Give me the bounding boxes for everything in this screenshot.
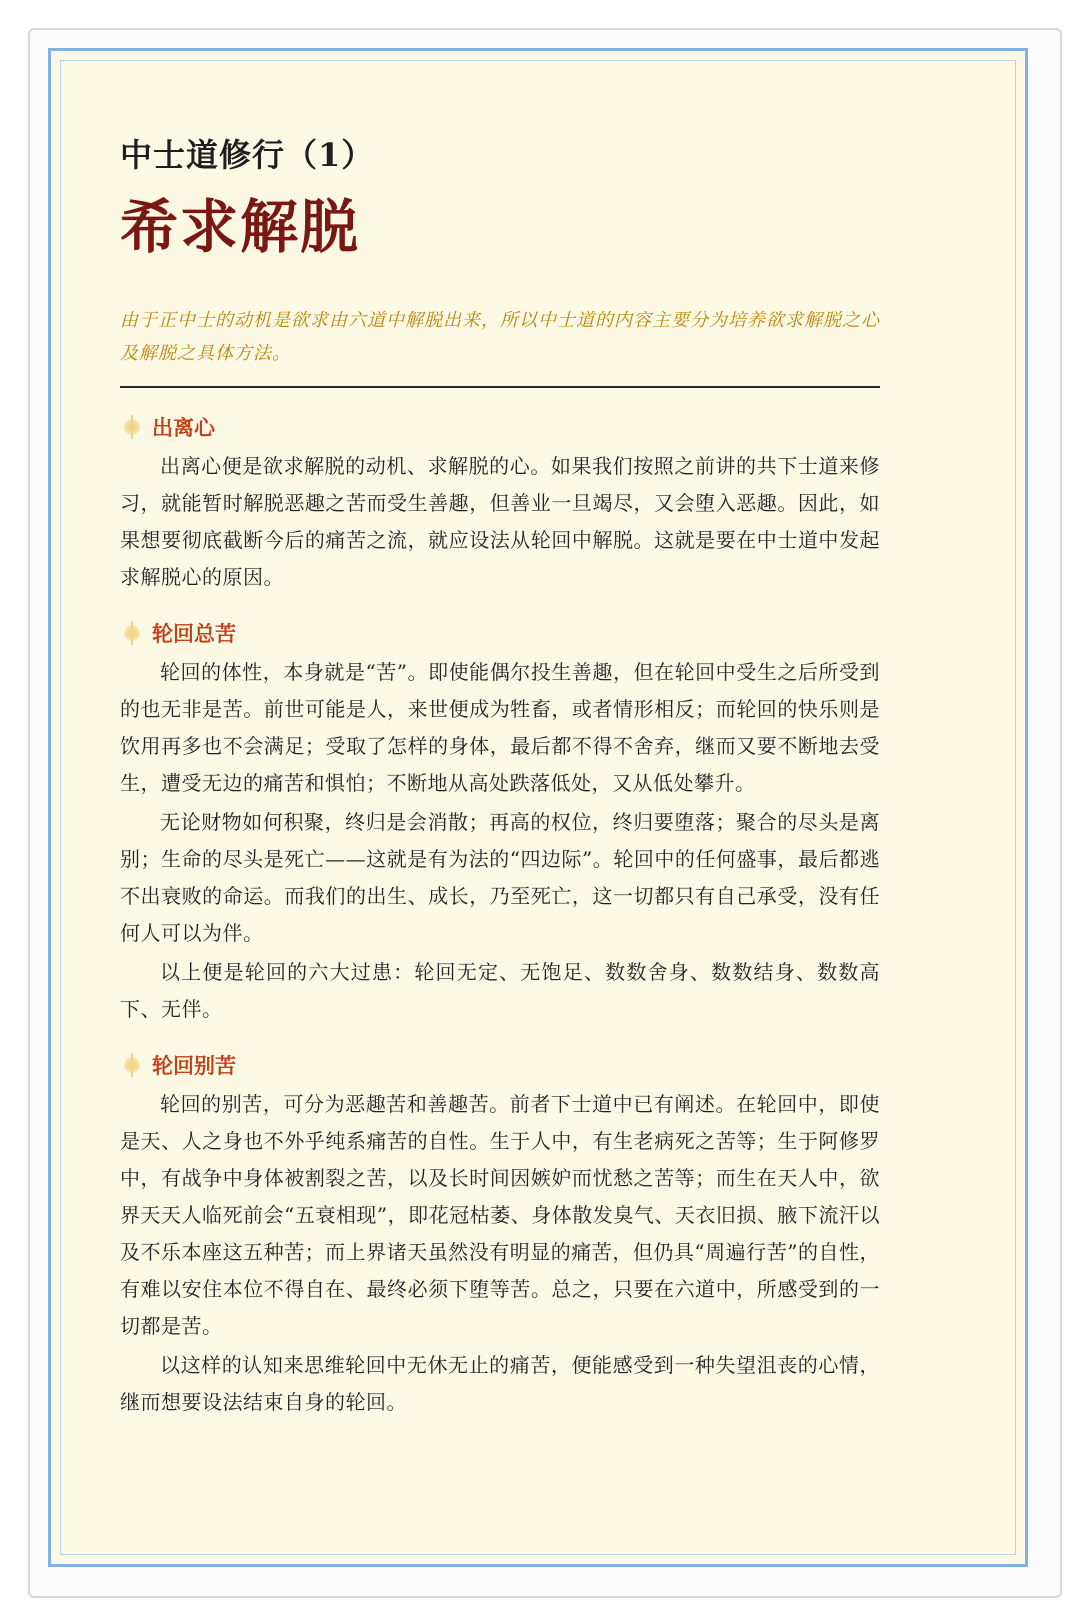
section-title: 轮回总苦 bbox=[152, 622, 236, 646]
section-heading bbox=[120, 1050, 880, 1080]
paragraph: 以这样的认知来思维轮回中无休无止的痛苦，便能感受到一种失望沮丧的心情，继而想要设法结束自身的轮回。 bbox=[120, 1353, 880, 1414]
paragraph: 无论财物如何积聚，终归是会消散；再高的权位，终归要堕落；聚合的尽头是离别；生命的尽头是死亡——这就是有为法的“四边际”。轮回中的任何盛事，最后都逃不出衰败的命运。而我们的出生、成长，乃至死亡，这一切都只有自己承受，没有任何人可以为伴。 bbox=[120, 810, 880, 945]
chapter-title: 希求解脱 bbox=[120, 193, 361, 261]
paragraph: 轮回的体性，本身就是“苦”。即使能偶尔投生善趣，但在轮回中受生之后所受到的也无非是苦。前世可能是人，来世便成为牲畜，或者情形相反；而轮回的快乐则是饮用再多也不会满足；受取了怎样的身体，最后都不得不舍弃，继而又要不断地去受生，遭受无边的痛苦和惧怕；不断地从高处跌落低处，又从低处攀升。 bbox=[120, 660, 880, 795]
article bbox=[120, 90, 880, 1421]
chapter-subtitle: 中士道修行（1） bbox=[120, 136, 375, 174]
divider bbox=[120, 386, 880, 388]
section-heading bbox=[120, 412, 880, 442]
section-general-suffering bbox=[120, 618, 880, 1028]
section-renunciation bbox=[120, 412, 880, 596]
lotus-icon bbox=[120, 621, 144, 645]
section-title: 出离心 bbox=[152, 416, 215, 440]
lotus-icon bbox=[120, 415, 144, 439]
paragraph: 以上便是轮回的六大过患：轮回无定、无饱足、数数舍身、数数结身、数数高下、无伴。 bbox=[120, 960, 880, 1021]
section-title: 轮回别苦 bbox=[152, 1054, 236, 1078]
paragraph: 出离心便是欲求解脱的动机、求解脱的心。如果我们按照之前讲的共下士道来修习，就能暂时解脱恶趣之苦而受生善趣，但善业一旦竭尽，又会堕入恶趣。因此，如果想要彻底截断今后的痛苦之流，就应设法从轮回中解脱。这就是要在中士道中发起求解脱心的原因。 bbox=[120, 454, 880, 589]
intro-text: 由于正中士的动机是欲求由六道中解脱出来，所以中士道的内容主要分为培养欲求解脱之心及解脱之具体方法。 bbox=[120, 310, 880, 364]
section-specific-suffering bbox=[120, 1050, 880, 1421]
paragraph: 轮回的别苦，可分为恶趣苦和善趣苦。前者下士道中已有阐述。在轮回中，即使是天、人之身也不外乎纯系痛苦的自性。生于人中，有生老病死之苦等；生于阿修罗中，有战争中身体被割裂之苦，以及长时间因嫉妒而忧愁之苦等；而生在天人中，欲界天天人临死前会“五衰相现”，即花冠枯萎、身体散发臭气、天衣旧损、腋下流汗以及不乐本座这五种苦；而上界诸天虽然没有明显的痛苦，但仍具“周遍行苦”的自性，有难以安住本位不得自在、最终必须下堕等苦。总之，只要在六道中，所感受到的一切都是苦。 bbox=[120, 1092, 880, 1338]
lotus-icon bbox=[120, 1053, 144, 1077]
section-heading bbox=[120, 618, 880, 648]
